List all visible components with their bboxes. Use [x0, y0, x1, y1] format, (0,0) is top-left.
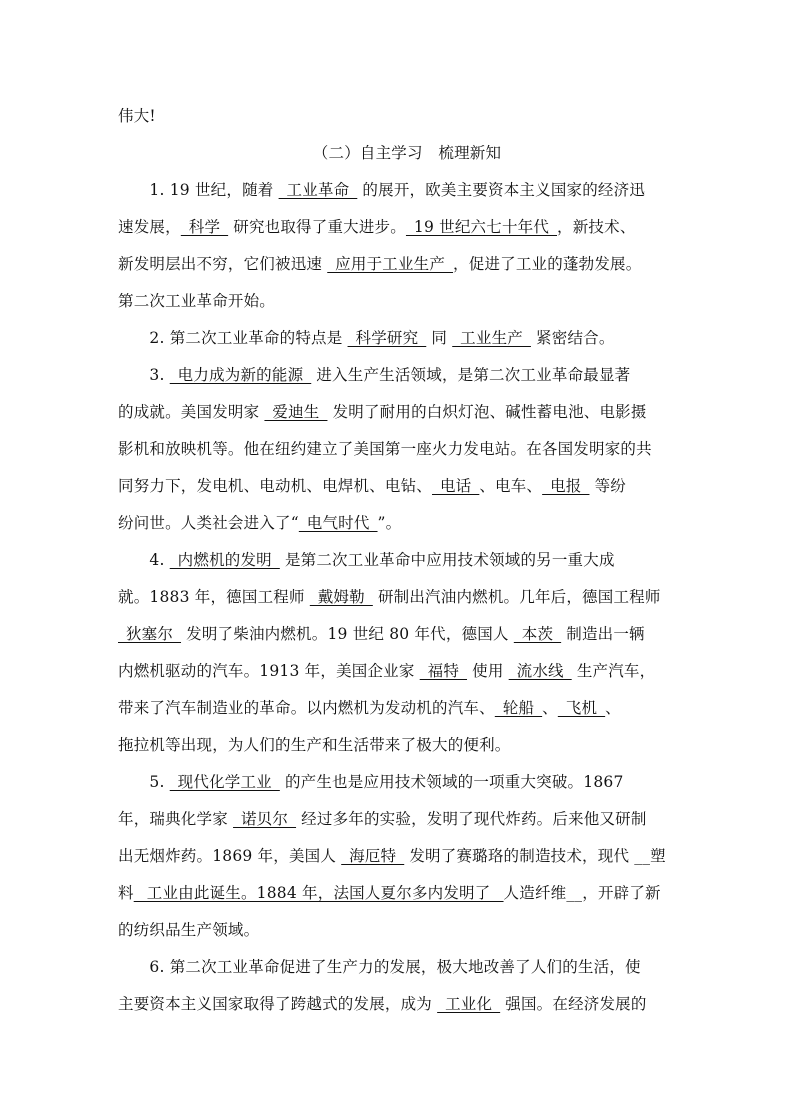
answer-blank: 飞机: [557, 699, 606, 717]
text-line: 主要资本主义国家取得了跨越式的发展，成为 工业化 强国。在经济发展的: [118, 995, 647, 1013]
text-line: 3. 电力成为新的能源 进入生产生活领域，是第二次工业革命最显著: [118, 366, 631, 384]
text-line: 的纺织品生产领域。: [118, 921, 260, 939]
answer-blank: 工业革命: [278, 181, 358, 199]
answer-blank: 电气时代: [298, 514, 378, 532]
answer-blank: 工业化: [437, 995, 501, 1013]
answer-blank: 爱迪生: [264, 403, 328, 421]
text-line: 的成就。美国发明家 爱迪生 发明了耐用的白炽灯泡、碱性蓄电池、电影摄: [118, 403, 647, 421]
answer-blank: 科学: [180, 218, 229, 236]
answer-blank: 轮船: [494, 699, 543, 717]
text-line: 就。1883 年，德国工程师 戴姆勒 研制出汽油内燃机。几年后，德国工程师: [118, 588, 661, 606]
section-heading: （二）自主学习 梳理新知: [312, 144, 502, 162]
answer-blank: 电力成为新的能源: [169, 366, 312, 384]
text-line: 狄塞尔 发明了柴油内燃机。19 世纪 80 年代，德国人 本茨 制造出一辆: [118, 625, 645, 643]
answer-blank: 19 世纪六七十年代: [405, 218, 558, 236]
text-line: 新发明层出不穷，它们被迅速 应用于工业生产 ，促进了工业的蓬勃发展。: [118, 255, 642, 273]
text-line: 出无烟炸药。1869 年，美国人 海厄特 发明了赛璐珞的制造技术，现代 __塑: [118, 847, 666, 865]
text-line: 5. 现代化学工业 的产生也是应用技术领域的一项重大突破。1867: [118, 773, 624, 791]
text-line: 1. 19 世纪，随着 工业革命 的展开，欧美主要资本主义国家的经济迅: [118, 181, 646, 199]
answer-blank: 工业由此诞生。1884 年，法国人夏尔多内发明了: [133, 884, 504, 902]
text-line: 拖拉机等出现，为人们的生产和生活带来了极大的便利。: [118, 736, 511, 754]
text-line: 4. 内燃机的发明 是第二次工业革命中应用技术领域的另一重大成: [118, 551, 615, 569]
text-line: 年，瑞典化学家 诺贝尔 经过多年的实验，发明了现代炸药。后来他又研制: [118, 810, 647, 828]
answer-blank: 海厄特: [341, 847, 405, 865]
answer-blank: 狄塞尔: [118, 625, 182, 643]
answer-blank: 内燃机的发明: [169, 551, 280, 569]
document-body: [118, 98, 672, 1023]
answer-blank: 现代化学工业: [169, 773, 280, 791]
answer-blank: 流水线: [508, 662, 572, 680]
text-line: 伟大!: [118, 107, 156, 125]
answer-blank: 工业生产: [452, 329, 531, 347]
text-line: 速发展， 科学 研究也取得了重大进步。 19 世纪六七十年代 ，新技术、: [118, 218, 636, 236]
text-line: 影机和放映机等。他在纽约建立了美国第一座火力发电站。在各国发明家的共: [118, 440, 652, 458]
text-line: 2. 第二次工业革命的特点是 科学研究 同 工业生产 紧密结合。: [118, 329, 615, 347]
text-line: 带来了汽车制造业的革命。以内燃机为发动机的汽车、 轮船 、 飞机 、: [118, 699, 621, 717]
answer-blank: 福特: [419, 662, 468, 680]
answer-blank: 本茨: [513, 625, 562, 643]
answer-blank: 电话: [432, 477, 480, 495]
answer-blank: 诺贝尔: [233, 810, 297, 828]
text-line: 6. 第二次工业革命促进了生产力的发展，极大地改善了人们的生活，使: [118, 958, 641, 976]
text-line: 第二次工业革命开始。: [118, 292, 276, 310]
text-line: 纷问世。人类社会进入了“ 电气时代 ”。: [118, 514, 402, 532]
answer-blank: 应用于工业生产: [327, 255, 454, 273]
text-line: 同努力下，发电机、电动机、电焊机、电钻、 电话 、电车、 电报 等纷: [118, 477, 626, 495]
text-line: 内燃机驱动的汽车。1913 年，美国企业家 福特 使用 流水线 生产汽车，: [118, 662, 656, 680]
answer-blank: 戴姆勒: [309, 588, 373, 606]
answer-blank: 科学研究: [347, 329, 427, 347]
answer-blank: 电报: [542, 477, 590, 495]
text-line: 料 工业由此诞生。1884 年，法国人夏尔多内发明了 人造纤维__，开辟了新: [118, 884, 661, 902]
